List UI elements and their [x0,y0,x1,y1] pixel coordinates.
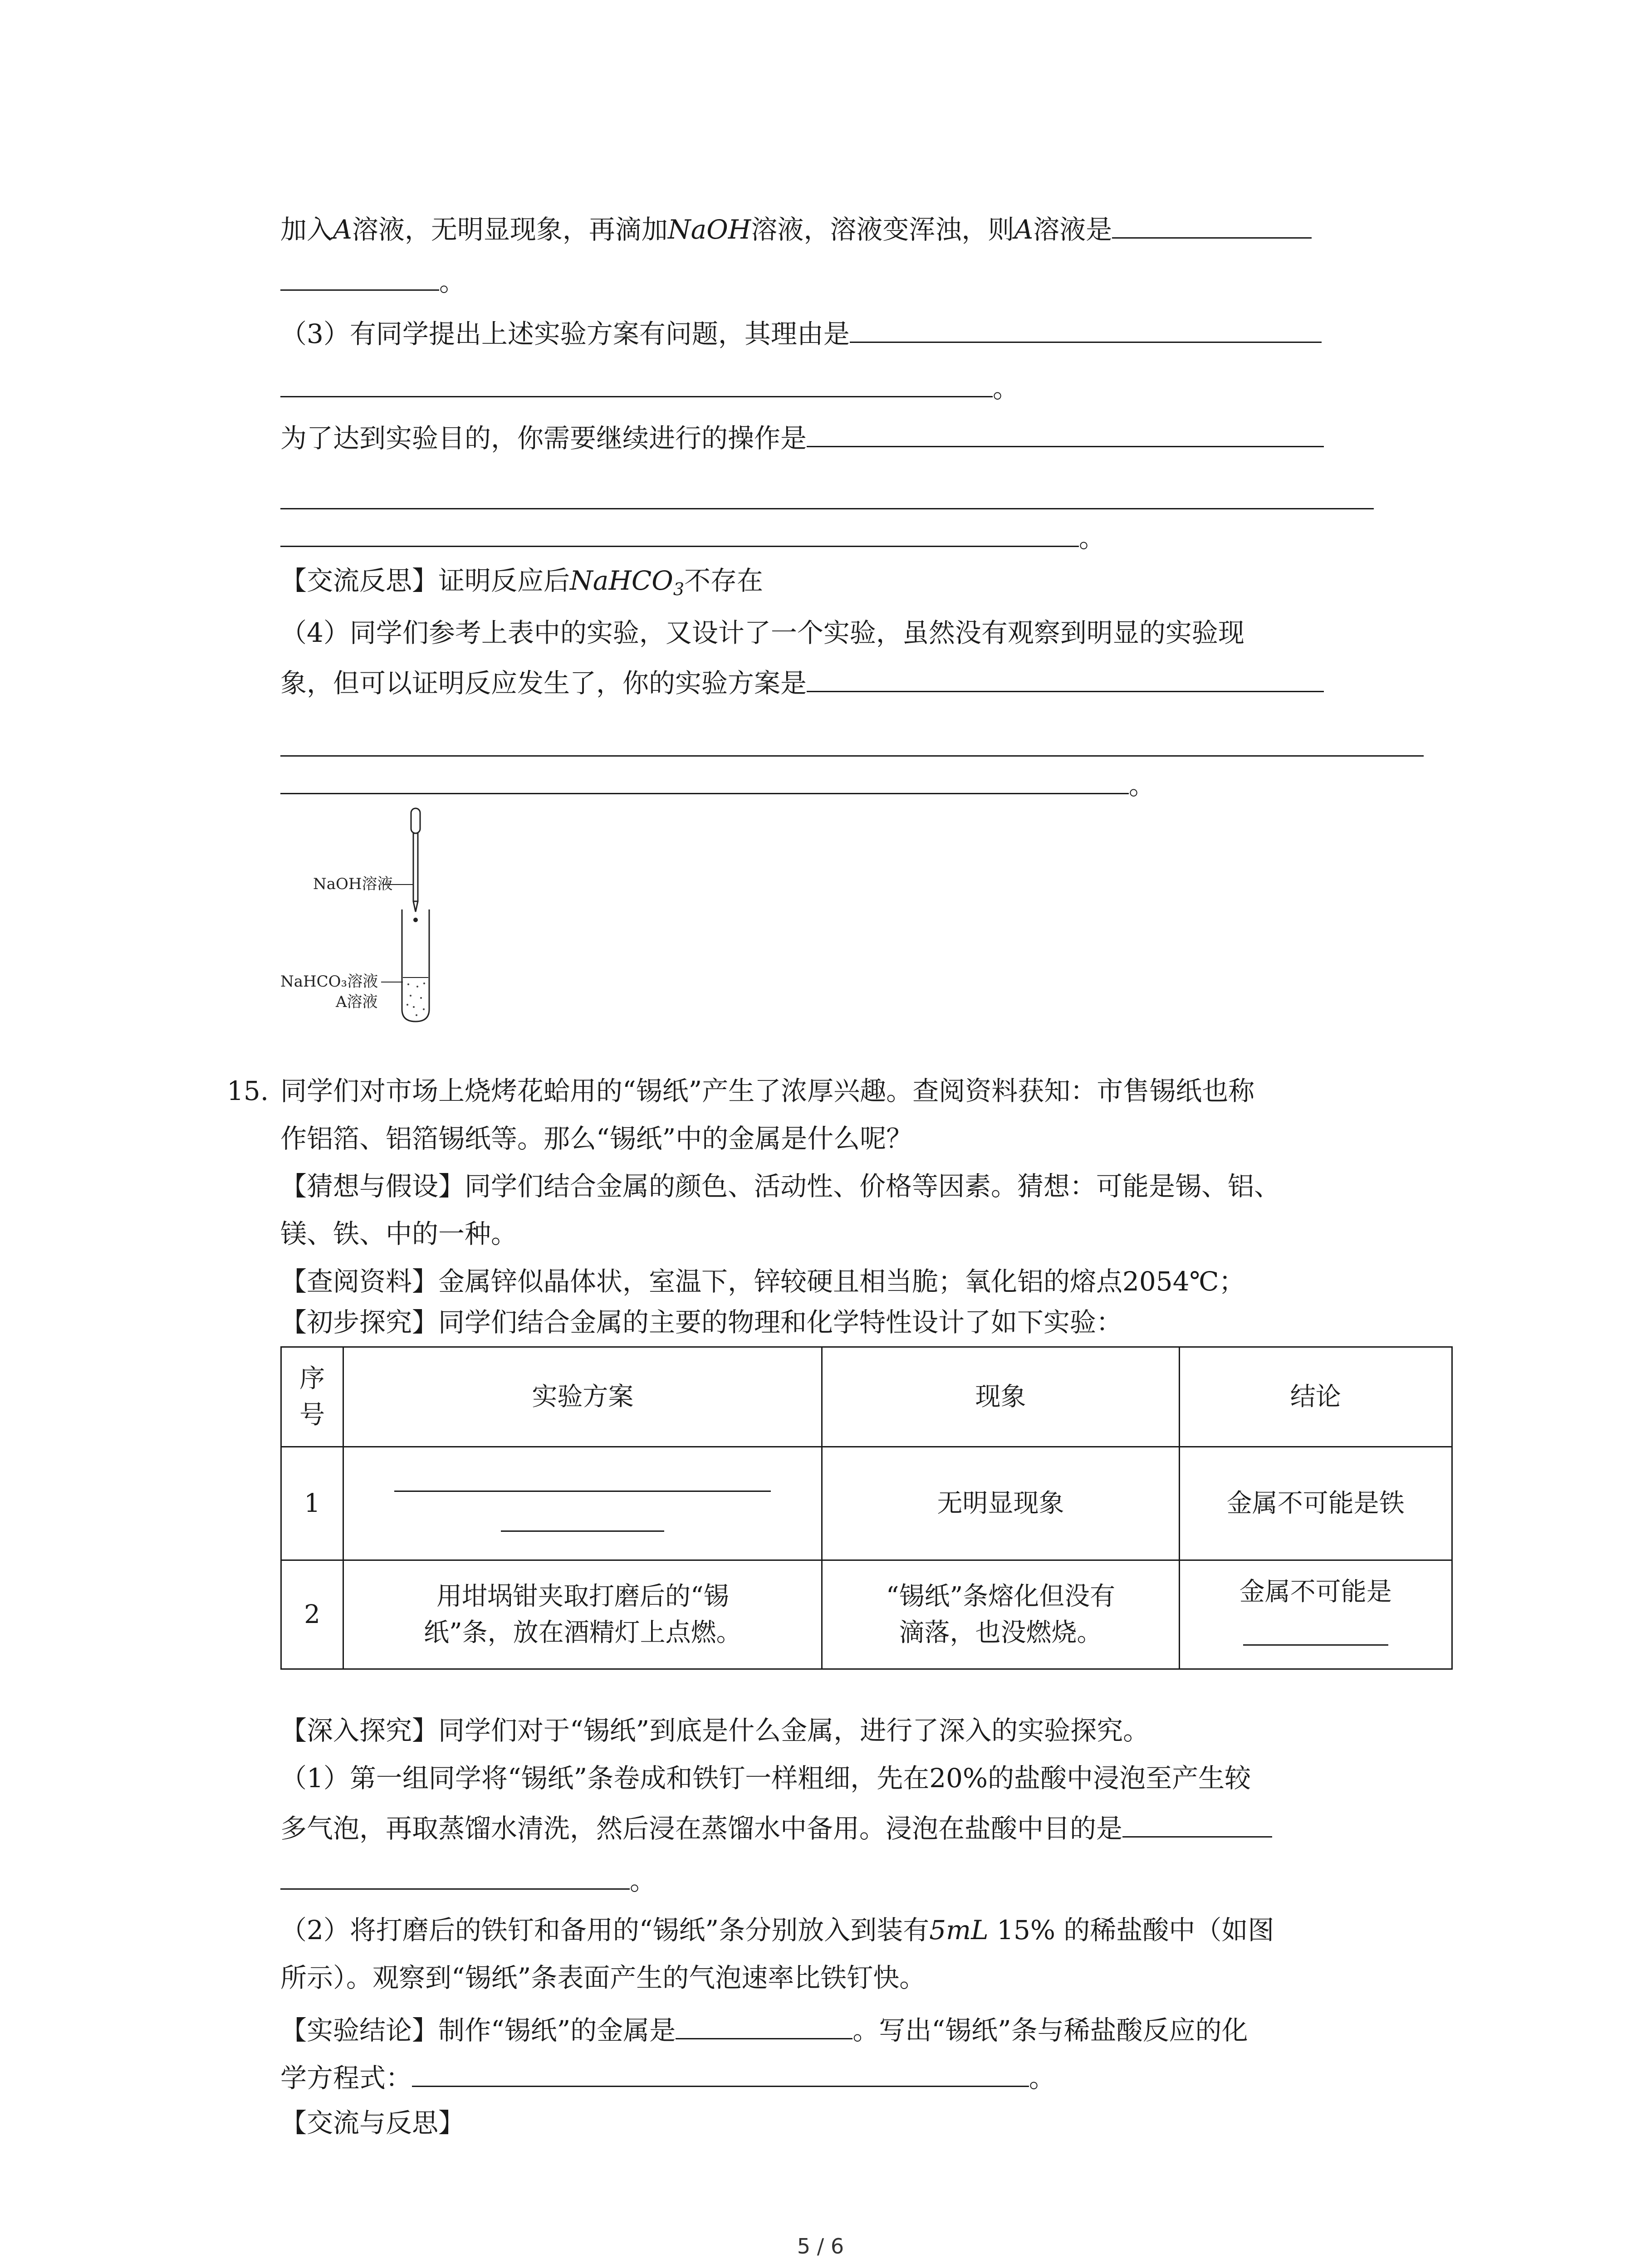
text: （3）有同学提出上述实验方案有问题，其理由是 [280,318,850,349]
text: 溶液，无明显现象，再滴加 [352,214,668,245]
cell-no: 2 [281,1560,343,1669]
para-line [280,1216,517,1252]
text: 多气泡，再取蒸馏水清洗，然后浸在蒸馏水中备用。浸泡在盐酸中目的是 [280,1813,1123,1844]
text: （1）第一组同学将“锡纸”条卷成和铁钉一样粗细，先在20%的盐酸中浸泡至产生较 [280,1763,1251,1794]
text: 为了达到实验目的，你需要继续进行的操作是 [280,423,807,454]
text: 滴落，也没燃烧。 [899,1618,1102,1647]
answer-blank[interactable] [280,767,1129,794]
answer-line[interactable] [280,508,1374,509]
header-cell: 结论 [1179,1347,1452,1447]
text: 【查阅资料】金属锌似晶体状，室温下，锌较硬且相当脆；氧化铝的熔点2054℃； [280,1266,1245,1297]
para-line [280,1862,656,1899]
answer-blank[interactable] [1122,1810,1272,1838]
label-naoh: NaOH溶液 [313,875,393,893]
formula-subscript: 3 [673,579,685,599]
text: 作铝箔、铝箔锡纸等。那么“锡纸”中的金属是什么呢？ [280,1123,913,1154]
answer-blank[interactable] [280,263,439,291]
text: 溶液是 [1033,214,1112,245]
question-3 [280,315,1322,352]
text: 纸”条，放在酒精灯上点燃。 [424,1618,742,1647]
text: A [333,214,352,245]
para-line [280,1073,1254,1109]
para-line [280,1912,1274,1948]
text: 【交流反思】证明反应后 [280,565,570,596]
question-number: 15. [227,1075,269,1106]
text: 15% 的稀盐酸中（如图 [988,1915,1274,1945]
para-line [280,1810,1272,1847]
text: 【初步探究】同学们结合金属的主要的物理和化学特性设计了如下实验： [280,1307,1123,1338]
header-cell: 现象 [822,1347,1179,1447]
text: 用坩埚钳夹取打磨后的“锡 [436,1581,729,1611]
text: （4）同学们参考上表中的实验，又设计了一个实验，虽然没有观察到明显的实验现 [280,617,1244,648]
para-line [280,1960,926,1996]
text: 象，但可以证明反应发生了，你的实验方案是 [280,668,807,699]
text: 序号 [299,1364,325,1430]
para-line [280,2012,1248,2048]
cell-phenomenon: 无明显现象 [822,1447,1179,1560]
text: （2）将打磨后的铁钉和备用的“锡纸”条分别放入到装有 [280,1915,930,1945]
label-a-solution: A溶液 [336,993,378,1011]
answer-blank[interactable] [1112,211,1312,239]
header-cell [281,1347,343,1447]
reflect-heading [280,562,763,607]
text: 。 [630,1865,656,1896]
answer-blank[interactable] [807,665,1324,692]
answer-blank[interactable] [676,2012,852,2039]
cell-conclusion [1179,1560,1452,1669]
text: 。 [1029,2063,1056,2093]
cell-plan [343,1560,822,1669]
text: 镁、铁、中的一种。 [280,1218,518,1249]
para-line [280,263,465,300]
text: 所示）。观察到“锡纸”条表面产生的气泡速率比铁钉快。 [280,1962,926,1993]
text: 加入 [280,214,333,245]
cell-conclusion: 金属不可能是铁 [1179,1447,1452,1560]
para-line [280,519,1105,556]
para-line [280,2059,1055,2096]
text: 学方程式： [280,2063,412,2093]
text: A [1014,214,1034,245]
answer-blank[interactable] [412,2059,1029,2087]
para-line [280,370,1019,406]
para-line [280,2105,465,2141]
answer-blank[interactable] [1243,1622,1388,1646]
test-tube-figure [272,803,467,1030]
text: 。写出“锡纸”条与稀盐酸反应的化 [852,2015,1248,2046]
text: “锡纸”条熔化但没有 [886,1581,1116,1611]
answer-blank[interactable] [394,1468,771,1492]
text: 不存在 [684,565,764,596]
text: 【实验结论】制作“锡纸”的金属是 [280,2015,676,2046]
text: 【猜想与假设】同学们结合金属的颜色、活动性、价格等因素。猜想：可能是锡、铝、 [280,1171,1281,1202]
text: 溶液，溶液变浑浊，则 [751,214,1014,245]
text: 【交流与反思】 [280,2107,465,2138]
text: 。 [993,373,1019,404]
page-number: 5 / 6 [797,2234,844,2258]
text: 。 [1129,770,1156,801]
para-line [280,665,1324,701]
formula: NaHCO [570,565,673,596]
table-row [281,1447,1452,1560]
header-cell: 实验方案 [343,1347,822,1447]
table-header-row [281,1347,1452,1447]
answer-blank[interactable] [280,1862,630,1890]
para-line [280,1168,1280,1204]
para-line [280,1304,1122,1340]
text: 【深入探究】同学们对于“锡纸”到底是什么金属，进行了深入的实验探究。 [280,1715,1150,1746]
table-row [281,1560,1452,1669]
para-line [280,420,1324,456]
para-line [280,1120,912,1157]
text: 同学们对市场上烧烤花蛤用的“锡纸”产生了浓厚兴趣。查阅资料获知：市售锡纸也称 [280,1075,1255,1106]
answer-blank[interactable] [807,420,1324,447]
cell-plan [343,1447,822,1560]
question-4 [280,615,1244,651]
answer-blank[interactable] [280,370,993,397]
text: 。 [1079,523,1106,553]
para-line [280,1760,1251,1796]
text: 5mL [929,1915,989,1945]
cell-no: 1 [281,1447,343,1560]
para-line [280,1712,1149,1749]
experiment-table [280,1346,1453,1670]
text: NaOH [667,214,751,245]
para-line [280,1263,1245,1300]
text: 。 [439,266,466,297]
cell-phenomenon [822,1560,1179,1669]
answer-line[interactable] [280,755,1424,757]
para-line [280,767,1155,803]
answer-blank[interactable] [501,1508,664,1532]
para-line [280,211,1312,248]
answer-blank[interactable] [850,315,1322,343]
text: 金属不可能是 [1239,1577,1392,1607]
answer-blank[interactable] [280,519,1079,547]
label-nahco3: NaHCO₃溶液 [280,973,378,991]
